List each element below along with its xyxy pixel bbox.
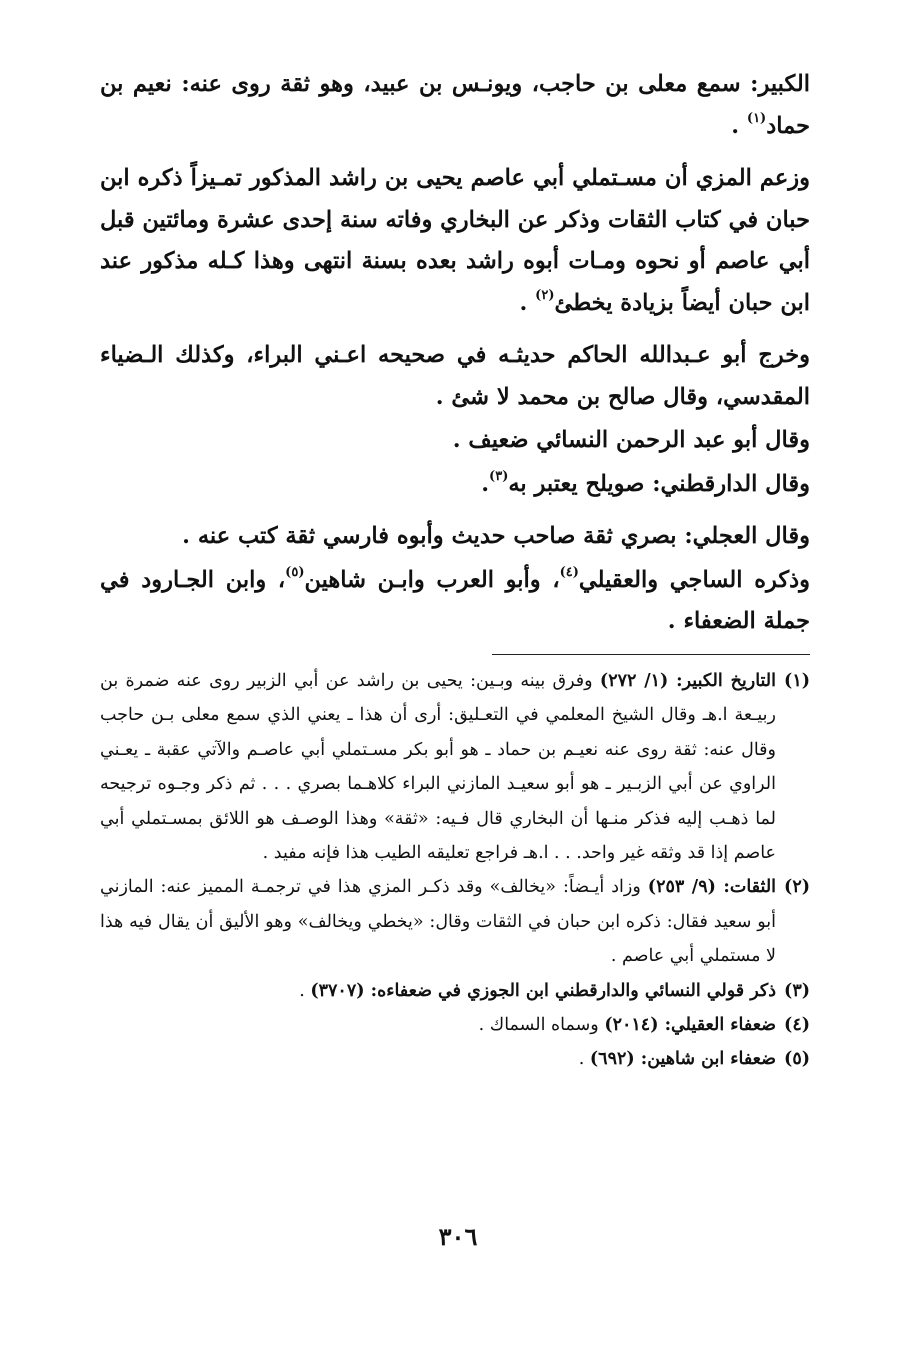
paragraph-7-text-b: ، وأبو العرب وابـن شاهين: [304, 566, 560, 593]
paragraph-5: [100, 464, 810, 506]
footnote-divider: [492, 654, 810, 655]
footnote-body: .: [578, 1049, 590, 1070]
paragraph-5-text: وقال الدارقطني: صويلح يعتبر به: [508, 470, 810, 497]
paragraph-5-end: .: [481, 470, 490, 497]
footnote-ref-1: (١): [746, 111, 767, 126]
footnote-1: [100, 664, 810, 870]
footnote-2: [100, 870, 810, 973]
paragraph-7-text-c: ، وابن الجـارود في جملة الضعفاء .: [100, 566, 810, 634]
paragraph-4: وقال أبو عبد الرحمن النسائي ضعيف .: [452, 427, 810, 453]
footnote-body: وسماه السماك .: [478, 1015, 605, 1036]
paragraph-7-text-a: وذكره الساجي والعقيلي: [578, 566, 810, 593]
footnote-body: .: [299, 980, 311, 1001]
footnote-source: التاريخ الكبير: (١/ ٢٧٢): [599, 671, 777, 691]
footnote-number: (٥): [784, 1049, 810, 1070]
footnote-body: وزاد أيـضاً: «يخالف» وقد ذكـر المزي هذا في ترجمـة المميز عنه: المازني أبو سعيد فقال: ذكره ابن حبان في الثقات وقال: «يخطي ويخالف» وهو الأليق أن يقال فيه هذا لا مستملي أبي عاصم .: [100, 877, 776, 967]
footnote-text: [100, 974, 776, 1008]
paragraph-2-text: وزعم المزي أن مسـتملي أبي عاصم يحيى بن راشد المذكور تمـيزاً ذكره ابن حبان في كتاب الثقات وذكر عن البخاري وفاته سنة إحدى عشرة ومائتين قبل أبي عاصم أو نحوه ومـات أبوه راشد بعده بسنة انتهى وهذا كـله مذكور عند ابن حبان أيضاً بزيادة يخطئ: [100, 165, 810, 316]
footnote-number: (٤): [784, 1015, 810, 1036]
footnote-text: [100, 870, 776, 973]
footnote-source: ضعفاء ابن شاهين: (٦٩٢): [589, 1049, 776, 1070]
footnote-number: (٢): [784, 877, 810, 898]
paragraph-3: وخرج أبو عـبدالله الحاكم حديثـه في صحيحه اعـني البراء، وكذلك الـضياء المقدسي، وقال صالح بن محمد لا شئ .: [100, 342, 810, 410]
footnote-ref-3: (٣): [489, 469, 509, 484]
main-text: [100, 64, 810, 654]
footnote-source: الثقات: (٩/ ٢٥٣): [647, 877, 777, 898]
footnote-text: [100, 1008, 776, 1042]
footnote-4: [100, 1008, 810, 1042]
paragraph-7: [100, 560, 810, 643]
paragraph-1: [100, 64, 810, 147]
footnote-body: وفرق بينه وبـين: يحيى بن راشد عن أبي الزبير روى عنه ضمرة بن ربيـعة ا.هـ وقال الشيخ المعلمي في التعـليق: أرى أن هذا ـ يعني الذي سمع معلى بـن حاجب وقال عنه: ثقة روى عنه نعيـم بن حماد ـ هو أبو بكر مسـتملي أبي عاصـم والآتي عقبة ـ يعـني الراوي عن أبي الزبـير ـ هو أبو سعيـد المازني البراء كلاهـما بصري . . . ثم ذكر وجـوه ترجيحه لما ذهـب إليه فذكر منـها أن البخاري قال فـيه: «ثقة» وهذا الوصـف هو اللائق بمسـتملي أبي عاصم إذا قد وثقه غير واحد. . . ا.هـ فراجع تعليقه الطيب هذا فإنه مفيد .: [100, 671, 776, 864]
footnote-text: [100, 664, 776, 870]
page-number: ٣٠٦: [438, 1222, 478, 1251]
footnote-ref-2: (٢): [535, 288, 555, 303]
footnote-source: ذكر قولي النسائي والدارقطني ابن الجوزي في ضعفاءه: (٣٧٠٧): [310, 980, 776, 1001]
footnote-ref-4: (٤): [559, 565, 579, 580]
paragraph-1-text: الكبير: سمع معلى بن حاجب، ويونـس بن عبيد، وهو ثقة روى عنه: نعيم بن حماد: [100, 71, 810, 139]
paragraph-6: وقال العجلي: بصري ثقة صاحب حديث وأبوه فارسي ثقة كتب عنه .: [182, 523, 810, 549]
footnote-ref-5: (٥): [285, 565, 305, 580]
footnote-number: (٣): [784, 980, 810, 1001]
paragraph-2: [100, 158, 810, 324]
paragraph-2-end: .: [519, 289, 536, 316]
footnote-5: [100, 1042, 810, 1076]
footnote-number: (١): [784, 671, 810, 691]
footnote-text: [100, 1042, 776, 1076]
footnote-source: ضعفاء العقيلي: (٢٠١٤): [604, 1015, 776, 1036]
footnote-3: [100, 974, 810, 1008]
paragraph-1-end: .: [731, 112, 747, 139]
footnotes: [100, 664, 810, 1077]
